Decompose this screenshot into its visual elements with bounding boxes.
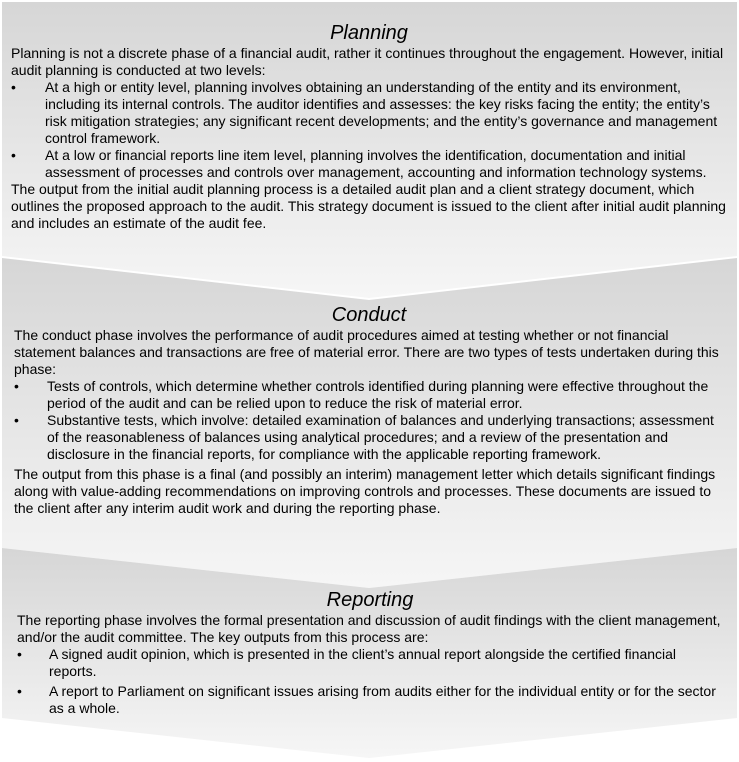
reporting-content (17, 548, 723, 717)
bullet-text: At a low or financial reports line item level, planning involves the identification, documentation and initial assessment of processes and controls over management, accounting and information technology systems. (45, 147, 707, 180)
planning-content (11, 0, 727, 232)
bullet-text: A signed audit opinion, which is presented in the client’s annual report alongside the certified financial reports. (49, 646, 677, 679)
bullet-icon: • (14, 412, 19, 428)
bullet-text: Substantive tests, which involve: detailed examination of balances and underlying transactions; assessment of the reasonableness of balances using analytical procedures; and a review of the presentation and disclosure in the financial reports, for compliance with the applicable reporting framework. (47, 412, 714, 462)
conduct-bullet-tests-of-controls (14, 378, 724, 412)
reporting-title: Reporting (326, 589, 414, 611)
bullet-icon: • (17, 646, 22, 662)
conduct-title: Conduct (331, 304, 407, 326)
conduct-intro: The conduct phase involves the performance of audit procedures aimed at testing whether or not financial statement balances and transactions are free of material error. There are two types of tests undertaken during this phase: (14, 327, 719, 377)
bullet-text: Tests of controls, which determine whether controls identified during planning were effective throughout the period of the audit and can be relied upon to reduce the risk of material error. (47, 378, 709, 411)
conduct-section (0, 258, 739, 590)
reporting-bullet-list (17, 646, 723, 717)
bullet-text: At a high or entity level, planning involves obtaining an understanding of the entity and its environment, including its internal controls. The auditor identifies and assesses: the key risks facing the entity; the entity’s risk mitigation strategies; any significant recent developments; and the entity’s governance and management control framework. (45, 79, 718, 146)
planning-bullet-list (11, 79, 727, 181)
bullet-icon: • (11, 147, 16, 163)
conduct-bullet-list (14, 378, 724, 463)
bullet-icon: • (17, 683, 22, 699)
conduct-content (14, 258, 724, 517)
bullet-text: A report to Parliament on significant issues arising from audits either for the individual entity or for the sector as a whole. (49, 683, 716, 716)
planning-section (0, 0, 739, 300)
planning-outro: The output from the initial audit planning process is a detailed audit plan and a client strategy document, which outlines the proposed approach to the audit. This strategy document is issued to the client after initial audit planning and includes an estimate of the audit fee. (11, 181, 726, 231)
conduct-bullet-substantive-tests (14, 412, 724, 463)
bullet-icon: • (14, 378, 19, 394)
reporting-section (0, 548, 739, 760)
bullet-icon: • (11, 79, 16, 95)
planning-title: Planning (330, 22, 408, 44)
reporting-bullet-parliament-report (17, 683, 723, 717)
planning-bullet-entity-level (11, 79, 727, 147)
planning-bullet-line-item-level (11, 147, 727, 181)
conduct-outro: The output from this phase is a final (and possibly an interim) management letter which details significant findings along with value-adding recommendations on improving controls and processes. These documents are issued to the client after any interim audit work and during the reporting phase. (14, 466, 716, 516)
planning-intro: Planning is not a discrete phase of a financial audit, rather it continues throughout the engagement. However, initial audit planning is conducted at two levels: (11, 45, 724, 78)
reporting-intro: The reporting phase involves the formal presentation and discussion of audit findings with the client management, and/or the audit committee. The key outputs from this process are: (17, 612, 721, 645)
reporting-bullet-audit-opinion (17, 646, 723, 680)
